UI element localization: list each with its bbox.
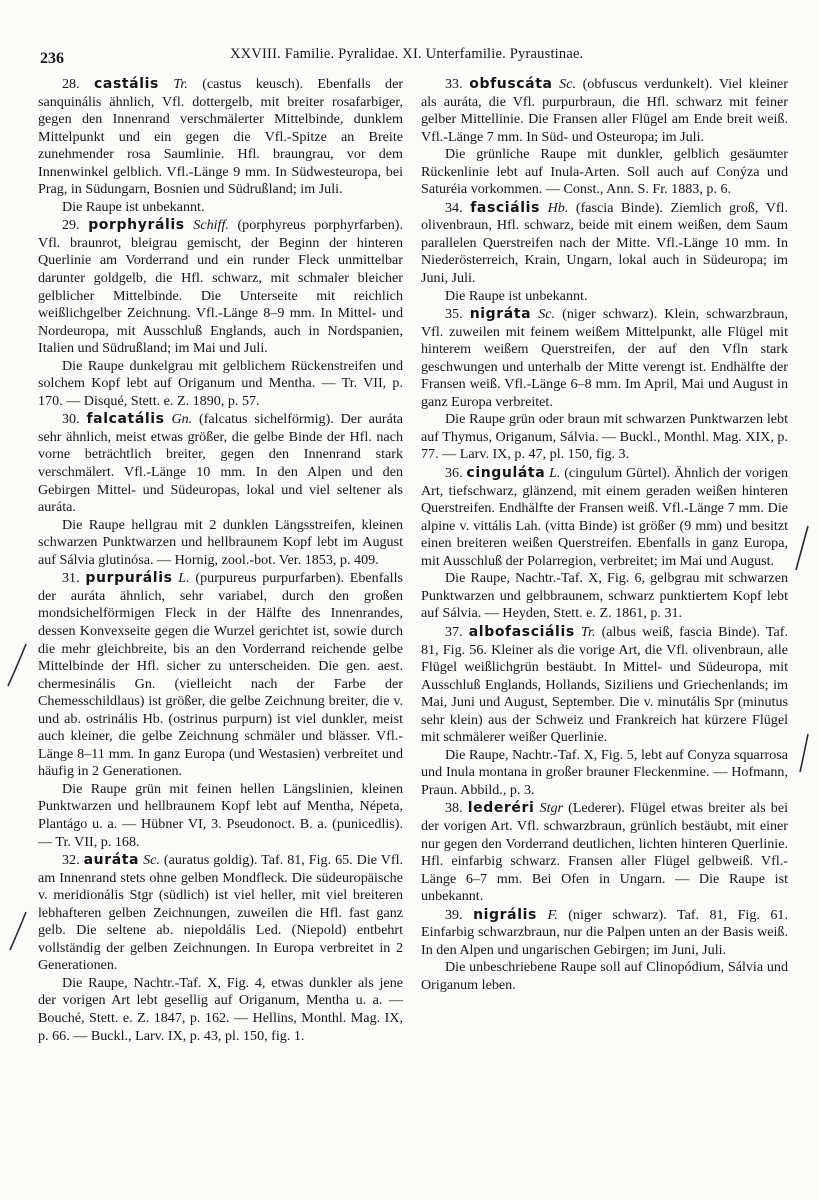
species-author: Sc.: [559, 76, 576, 92]
species-author: Stgr: [539, 800, 564, 817]
species-author: L.: [549, 465, 561, 482]
pen-mark-right-1: [790, 522, 814, 574]
pen-mark-left-1: [4, 640, 30, 690]
species-name: purpurális: [85, 570, 173, 587]
entry-number: 34.: [445, 199, 463, 216]
species-author: Sc.: [538, 306, 556, 323]
entry-number: 30.: [62, 411, 80, 428]
larva-paragraph: Die Raupe ist unbekannt.: [445, 287, 588, 304]
entry-number: 39.: [445, 906, 463, 923]
species-entry: [421, 465, 788, 570]
larva-paragraph: Die Raupe, Nachtr.-Taf. X, Fig. 4, etwas dunkler als jene der vorigen Art lebt gesellig auf Origanum, Mentha u. a. — Bouché, Stett. e. Z. 1847, p. 162. — Hellins, Monthl. Mag. IX, p. 66. — Buckl., Larv. IX, p. 43, pl. 150, fig. 1.: [38, 974, 403, 1044]
entry-text: (obfuscus verdunkelt). Viel kleiner als auráta, die Vfl. purpurbraun, die Hfl. schwarz mit feiner gelber Mittellinie. Die Fransen aller Flügel am Ende breit weiß. Vfl.-Länge 7 mm. In Süd- und Osteuropa; im Juli.: [421, 76, 788, 145]
pen-mark-left-2: [4, 908, 30, 954]
entry-number: 33.: [445, 76, 463, 92]
species-author: Schiff.: [193, 217, 229, 234]
entry-number: 38.: [445, 800, 463, 817]
running-head: XXVIII. Familie. Pyralidae. XI. Unterfamilie. Pyraustinae.: [230, 46, 584, 62]
species-name: cinguláta: [466, 465, 546, 482]
entry-text: (porphyreus porphyrfarben). Vfl. braunrot, bleigrau gemischt, der Beginn der hinteren Querlinie am Vorderrand und ein runder Fleck unmittelbar darunter goldgelb, die Hfl. schwarz, mit schmaler bleicher gelblicher Mittelbinde. Die Unterseite mit reichlich weißlichgelber Zeichnung. Vfl.-Länge 8–9 mm. In Mittel- und Nordeuropa, mit Ausschluß Englands, auch in Nordspanien, Italien und Südrußland; im Mai und Juli.: [38, 217, 403, 357]
entry-text: (auratus goldig). Taf. 81, Fig. 65. Die Vfl. am Innenrand stets ohne gelben Mondfleck. Die südeuropäische v. meridionális Stgr (südlich) ist viel heller, mit viel breiteren lebhafteren gelben Zeichnungen, zuweilen die Hfl. fast ganz gelb. Die seltene ab. niepoldális Led. (Niepold) entbehrt vollständig der gelben Zeichnungen. In Europa verbreitet in 2 Generationen.: [38, 852, 404, 974]
species-entry: [421, 200, 788, 288]
species-entry: [38, 217, 403, 357]
species-entry: [38, 411, 403, 516]
larva-paragraph: Die Raupe, Nachtr.-Taf. X, Fig. 6, gelbgrau mit schwarzen Punktwarzen und gelbbraunem, schwarz punktiertem Kopf lebt auf Sálvia. — Heyden, Stett. e. Z. 1861, p. 31.: [421, 570, 788, 622]
right-column: [421, 76, 788, 994]
larva-paragraph: Die Raupe grün mit feinen hellen Längslinien, kleinen Punktwarzen und hellbraunem Kopf lebt auf Mentha, Népeta, Plantágo u. a. — Hübner VI, 3. Pseudonoct. B. a. (punicedlis). — Tr. VII, p. 168.: [38, 780, 403, 850]
entry-number: 37.: [445, 623, 463, 640]
species-entry: [421, 306, 788, 411]
species-author: Tr.: [580, 623, 596, 640]
entry-text: (falcatus sichelförmig). Der auráta sehr ähnlich, meist etwas größer, die gelbe Binde der Hfl. nach vorne beträchtlich breiter, gegen den Innenrand stark verschmälert. Vfl.-Länge 10 mm. In den Alpen und den Gebirgen Mittel- und Südeuropas, lokal und viel seltener als auráta.: [38, 411, 403, 516]
species-author: Hb.: [547, 199, 569, 216]
larva-paragraph: Die Raupe dunkelgrau mit gelblichem Rückenstreifen und solchem Kopf lebt auf Origanum und Mentha. — Tr. VII, p. 170. — Disqué, Stett. e. Z. 1890, p. 57.: [38, 357, 403, 409]
species-name: fasciális: [470, 199, 540, 216]
entry-text: (niger schwarz). Klein, schwarzbraun, Vfl. zuweilen mit feinem weißem Mittelpunkt, alle Flügel mit hinterem weißem Querstreifen, der auf den Vfln stark geschwungen und unterhalb der Mitte verengt ist. Endhälfte der Fransen weiß. Vfl.-Länge 6–8 mm. Im April, Mai und August in ganz Europa verbreitet.: [421, 306, 788, 410]
entry-text: (castus keusch). Ebenfalls der sanquinális ähnlich, Vfl. dottergelb, mit breiter rosafarbiger, gegen den Innenrand verschmälerter Mittelbinde, dunklem Mittelpunkt und ein gegen die Vfl.-Spitze an Breite zunehmender rosa Saumlinie. Hfl. braungrau, vor dem Innenwinkel gelblich. Vfl.-Länge 9 mm. In Südwesteuropa, bei Prag, in Südungarn, Bosnien und Südrußland; im Juli.: [38, 76, 404, 198]
species-name: nigrális: [473, 906, 537, 923]
species-author: F.: [547, 906, 558, 923]
species-name: lederéri: [467, 800, 535, 817]
species-name: auráta: [83, 852, 140, 869]
larva-paragraph: Die Raupe, Nachtr.-Taf. X, Fig. 5, lebt auf Conyza squarrosa und Inula montana in großer brauner Fleckenmine. — Hofmann, Praun. Abbild., p. 3.: [421, 746, 788, 798]
species-name: obfuscáta: [469, 76, 553, 92]
entry-number: 31.: [62, 570, 80, 587]
species-entry: [38, 570, 403, 781]
species-name: nigráta: [469, 306, 532, 323]
species-author: L.: [178, 570, 190, 587]
larva-paragraph: Die grünliche Raupe mit dunkler, gelblich gesäumter Rückenlinie lebt auf Inula-Arten. Soll auch auf Conýza und Saturéia vorkommen. — Const., Ann. S. Fr. 1883, p. 6.: [421, 146, 788, 198]
species-name: porphyrális: [88, 217, 185, 234]
species-author: Sc.: [143, 852, 160, 869]
entry-text: (niger schwarz). Taf. 81, Fig. 61. Einfarbig schwarzbraun, nur die Palpen unten an der Basis weiß. In den Alpen und ungarischen Gebirgen; im Juni, Juli.: [421, 906, 788, 958]
entry-text: (purpureus purpurfarben). Ebenfalls der auráta ähnlich, sehr variabel, durch den großen mondsichelförmigen Fleck in der Hälfte des Innenrandes, dessen Konvexseite gegen die Wurzel gerichtet ist, sowie durch die mehr gleichbreite, bis an den Vorderrand reichende gelbe Mittelbinde der Hfl. sicher zu unterscheiden. Die gen. aest. chermesinális Gn. (vielleicht nach der Farbe der Chemesschildlaus) ist größer, die gelbe Zeichnung breiter, die v. und ab. ostrinális Hb. (ostrinus purpurn) ist viel dunkler, meist auch kleiner, die gelbe Zeichnung schmäler und blässer. Vfl.-Länge 8–11 mm. In ganz Europa (und Westasien) verbreitet und häufig in 2 Generationen.: [38, 570, 403, 780]
species-entry: [38, 76, 403, 199]
larva-paragraph: Die Raupe ist unbekannt.: [62, 198, 205, 215]
entry-text: (Lederer). Flügel etwas breiter als bei der vorigen Art. Vfl. schwarzbraun, grünlich bestäubt, mit einer nur gegen den Vorderrand deutlichen, lichten hinteren Querlinie. Hfl. einfarbig schwarz. Fransen aller Flügel gelbweiß. Vfl.-Länge 6–7 mm. Bei Ofen in Ungarn. — Die Raupe ist unbekannt.: [421, 800, 789, 905]
species-name: albofasciális: [468, 623, 575, 640]
larva-paragraph: Die Raupe hellgrau mit 2 dunklen Längsstreifen, kleinen schwarzen Punktwarzen und hellbraunem Kopf lebt im August auf Sálvia glutinósa. — Hornig, zool.-bot. Ver. 1853, p. 409.: [38, 516, 403, 568]
entry-text: (albus weiß, fascia Binde). Taf. 81, Fig. 56. Kleiner als die vorige Art, die Vfl. olivenbraun, alle Flügel weißlichgrün bestäubt. In Mittel- und Südeuropa, mit Ausschluß Englands, Hollands, Siziliens und Griechenlands; im Mai, Juni und August, September. Die v. minutális Spr (minutus sehr klein) aus der Schweiz und Frankreich hat kürzere Flügel mit schmälerer weißer Querlinie.: [421, 623, 788, 746]
entry-number: 35.: [445, 306, 463, 323]
entry-text: (fascia Binde). Ziemlich groß, Vfl. olivenbraun, Hfl. schwarz, beide mit einem weißen, dem Saum parallelen Querstreifen nach der Mitte. Vfl.-Länge 10 mm. In Niederösterreich, Krain, Ungarn, lokal auch in Südeuropa; im Juni, Juli.: [421, 199, 788, 287]
entry-number: 29.: [62, 217, 80, 234]
pen-mark-right-2: [792, 730, 814, 776]
entry-number: 32.: [62, 852, 80, 869]
page-number: 236: [40, 50, 64, 67]
left-column: [38, 76, 403, 1045]
species-entry: [38, 852, 403, 975]
species-entry: [421, 624, 788, 747]
species-entry: [421, 907, 788, 960]
species-author: Gn.: [171, 411, 193, 428]
entry-text: (cingulum Gürtel). Ähnlich der vorigen Art, tiefschwarz, glänzend, mit einem geraden weißen hinteren Querstreifen. Endhälfte der Fransen weiß. Vfl.-Länge 7 mm. Die alpine v. vittális Lah. (vitta Binde) ist größer (9 mm) und besitzt einen breiteren weißen Querstreifen. Ebenfalls in ganz Europa, mit Ausschluß der Polarregion, verbreitet; im Mai und August.: [421, 465, 788, 569]
larva-paragraph: Die Raupe grün oder braun mit schwarzen Punktwarzen lebt auf Thymus, Origanum, Sálvia. — Buckl., Monthl. Mag. XIX, p. 77. — Larv. IX, p. 47, pl. 150, fig. 3.: [421, 411, 788, 463]
larva-paragraph: Die unbeschriebene Raupe soll auf Clinopódium, Sálvia und Origanum leben.: [421, 959, 788, 993]
species-name: castális: [94, 76, 159, 92]
entry-number: 28.: [62, 76, 80, 92]
species-entry: [421, 800, 788, 905]
species-author: Tr.: [173, 76, 188, 92]
entry-number: 36.: [445, 465, 463, 482]
species-name: falcatális: [86, 411, 165, 428]
species-entry: [421, 76, 788, 146]
